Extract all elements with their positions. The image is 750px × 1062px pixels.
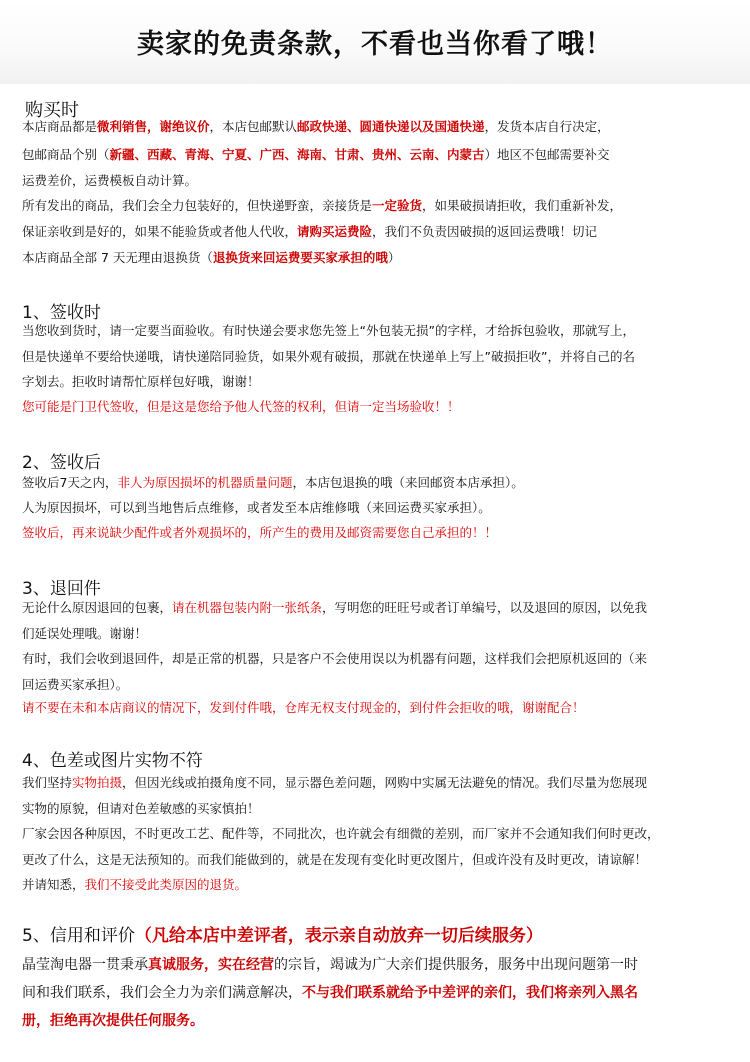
- section-heading-credit-review-label: 5、信用和评价: [22, 926, 135, 946]
- highlighted-text: 您可能是门卫代签收，但是这是您给予他人代签的权利，但请一定当场验收！！: [22, 399, 460, 414]
- paragraph-line: [22, 628, 147, 641]
- paragraph-line: [22, 986, 638, 1000]
- text-segment: ）地区不包邮需要补交: [484, 147, 610, 162]
- paragraph-line: [22, 1014, 204, 1028]
- text-segment: ，写明您的旺旺号或者订单编号，以及退回的原因，以免我: [322, 600, 648, 615]
- paragraph-line: [22, 401, 460, 414]
- text-segment: 字划去。拒收时请帮忙原样包好哦，谢谢！: [22, 374, 260, 389]
- title-banner: [0, 0, 750, 84]
- section-heading-after-delivery: 2、签收后: [22, 453, 101, 473]
- paragraph-line: [22, 777, 647, 790]
- highlighted-text: 请购买运费险: [297, 224, 373, 239]
- paragraph-line: [22, 803, 260, 816]
- text-segment: 有时，我们会收到退回件，却是正常的机器，只是客户不会使用误以为机器有问题，这样我们会把原机返回的（来: [22, 651, 648, 666]
- page-title: 卖家的免责条款，不看也当你看了哦！: [137, 29, 613, 60]
- highlighted-text: 一定验货: [372, 198, 423, 213]
- text-segment: 们延误处理哦。谢谢！: [22, 626, 148, 641]
- paragraph-line: [22, 527, 497, 540]
- paragraph-line: [22, 958, 638, 972]
- section-heading-returns: 3、退回件: [22, 579, 101, 599]
- text-segment: ）: [387, 250, 401, 265]
- text-segment: 运费差价，运费模板自动计算。: [22, 173, 198, 188]
- text-segment: 更改了什么，这是无法预知的。而我们能做到的，就是在发现有变化时更改图片，但或许没有及时更改，请谅解！: [22, 852, 648, 867]
- highlighted-text: 册，拒绝再次提供任何服务。: [22, 1013, 204, 1029]
- highlighted-text: 新疆、西藏、青海、宁夏、广西、海南、甘肃、贵州、云南、内蒙古: [109, 147, 485, 162]
- text-segment: 的宗旨，竭诚为广大亲们提供服务，服务中出现问题第一时: [274, 957, 638, 973]
- text-segment: 所有发出的商品，我们会全力包装好的，但快递野蛮，亲接货是: [22, 198, 373, 213]
- text-segment: 签收后7天之内，: [22, 475, 118, 490]
- paragraph-line: [22, 175, 197, 188]
- highlighted-text: 邮政快递、圆通快递以及国通快递: [297, 119, 485, 134]
- text-segment: 回运费买家承担）。: [22, 677, 129, 692]
- text-segment: 并请知悉，: [22, 877, 85, 892]
- highlighted-text: 我们不接受此类原因的退货。: [84, 877, 248, 892]
- highlighted-text: 不与我们联系就给予中差评的亲们，我们将亲列入黑名: [302, 985, 638, 1001]
- text-segment: 保证亲收到是好的，如果不能验货或者他人代收，: [22, 224, 298, 239]
- paragraph-line: [22, 502, 491, 515]
- paragraph-line: [22, 252, 400, 265]
- highlighted-text: 退换货来回运费要买家承担的哦: [212, 250, 388, 265]
- text-segment: 本店商品全部 7 天无理由退换货（: [22, 250, 213, 265]
- highlighted-text: 请在机器包装内附一张纸条: [172, 600, 323, 615]
- text-segment: 本店商品都是: [22, 119, 98, 134]
- paragraph-line: [22, 477, 524, 490]
- text-segment: 但是快递单不要给快递哦，请快递陪同验货，如果外观有破损，那就在快递单上写上”破损拒收”，并将自己的名: [22, 349, 635, 364]
- highlighted-text: 微利销售，谢绝议价: [97, 119, 210, 134]
- section-heading-credit-review: [22, 921, 543, 946]
- paragraph-line: [22, 325, 635, 338]
- paragraph-line: [22, 679, 128, 692]
- text-segment: 实物的原貌，但请对色差敏感的买家慎拍！: [22, 801, 260, 816]
- paragraph-line: [22, 376, 260, 389]
- text-segment: ，但因光线或拍摄角度不同，显示器色差问题，网购中实属无法避免的情况。我们尽量为您展现: [122, 775, 648, 790]
- paragraph-line: [22, 200, 622, 213]
- paragraph-line: [22, 121, 610, 134]
- section-heading-purchase: 购买时: [25, 100, 79, 121]
- highlighted-text: 请不要在未和本店商议的情况下，发到付件哦，仓库无权支付现金的，到付件会拒收的哦，谢谢配合！: [22, 700, 585, 715]
- highlighted-text: 签收后，再来说缺少配件或者外观损坏的，所产生的费用及邮资需要您自己承担的！！: [22, 525, 498, 540]
- paragraph-line: [22, 653, 647, 666]
- text-segment: ，本店包退换的哦（来回邮资本店承担）。: [292, 475, 524, 490]
- section-heading-credit-review-note: （凡给本店中差评者，表示亲自动放弃一切后续服务）: [134, 926, 543, 946]
- text-segment: ，如果破损请拒收，我们重新补发，: [422, 198, 623, 213]
- text-segment: ，发货本店自行决定，: [484, 119, 610, 134]
- text-segment: 人为原因损坏，可以到当地售后点维修，或者发至本店维修哦（来回运费买家承担）。: [22, 500, 491, 515]
- paragraph-line: [22, 879, 247, 892]
- paragraph-line: [22, 602, 647, 615]
- text-segment: 我们坚持: [22, 775, 73, 790]
- text-segment: 当您收到货时，请一定要当面验收。有时快递会要求您先签上“外包装无损”的字样，才给拆包验收，那就写上，: [22, 323, 635, 338]
- paragraph-line: [22, 149, 610, 162]
- highlighted-text: 实物拍摄: [72, 775, 123, 790]
- section-heading-color-difference: 4、色差或图片实物不符: [22, 751, 203, 771]
- section-heading-on-delivery: 1、签收时: [22, 303, 101, 323]
- text-segment: 包邮商品个别（: [22, 147, 110, 162]
- highlighted-text: 真诚服务，实在经营: [148, 957, 274, 973]
- text-segment: 晶莹淘电器一贯秉承: [22, 957, 148, 973]
- text-segment: 厂家会因各种原因，不时更改工艺、配件等，不同批次，也许就会有细微的差别，而厂家并不会通知我们何时更改，: [22, 826, 660, 841]
- paragraph-line: [22, 702, 585, 715]
- highlighted-text: 非人为原因损坏的机器质量问题: [117, 475, 293, 490]
- paragraph-line: [22, 226, 597, 239]
- paragraph-line: [22, 351, 635, 364]
- text-segment: 无论什么原因退回的包裹，: [22, 600, 173, 615]
- text-segment: ，本店包邮默认: [209, 119, 298, 134]
- text-segment: ，我们不负责因破损的返回运费哦！切记: [372, 224, 598, 239]
- text-segment: 间和我们联系，我们会全力为亲们满意解决，: [22, 985, 302, 1001]
- paragraph-line: [22, 854, 647, 867]
- paragraph-line: [22, 828, 660, 841]
